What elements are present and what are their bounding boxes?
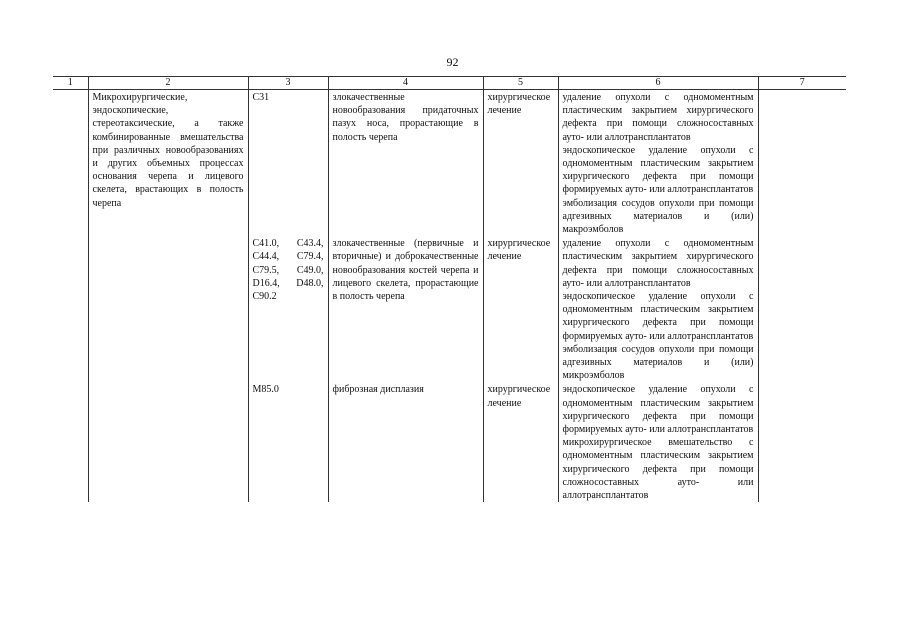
page-number: 92 [446,55,459,69]
column-header-1: 1 [53,77,88,90]
funding-cell [758,90,846,503]
method-item: эндоскопическое удаление опухоли с одномоментным пластическим закрытием хирургического дефекта при помощи формируемых ауто- или аллотрансплантатов [562,144,754,196]
method-item: микрохирургическое вмешательство с одномоментным пластическим закрытием хирургического дефекта при помощи сложносоставных ауто- или аллотрансплантатов [562,437,754,502]
icd-codes-cell: C41.0, C43.4, C44.4, C79.4, C79.5, C49.0, D16.4, D48.0, C90.2 [248,236,328,382]
column-header-3: 3 [248,77,328,90]
method-item: эмболизация сосудов опухоли при помощи адгезивных материалов и (или) микроэмболов [562,343,754,382]
method-item: эмболизация сосудов опухоли при помощи адгезивных материалов и (или) макроэмболов [562,197,754,236]
column-header-4: 4 [328,77,483,90]
methods-cell [558,382,758,502]
row-number-cell [53,90,88,503]
column-header-6: 6 [558,77,758,90]
intervention-type-cell: Микрохирургические, эндоскопические, стереотаксические, а также комбинированные вмешательства при различных новообразованиях и других объемных процессах основания черепа и лицевого скелета, врастающих в полость черепа [88,90,248,503]
column-header-7: 7 [758,77,846,90]
method-item: эндоскопическое удаление опухоли с одномоментным пластическим закрытием хирургического дефекта при помощи формируемых ауто- или аллотрансплантатов [562,291,754,342]
methods-cell [558,90,758,237]
treatment-type-cell: хирургическое лечение [483,90,558,237]
disease-cell: злокачественные новообразования придаточных пазух носа, прорастающие в полость черепа [328,90,483,237]
column-header-2: 2 [88,77,248,90]
table-row [53,90,846,237]
icd-codes-cell: M85.0 [248,382,328,502]
medical-care-table [53,76,846,502]
method-item: эндоскопическое удаление опухоли с одномоментным пластическим закрытием хирургического дефекта при помощи формируемых ауто- или аллотрансплантатов [562,384,754,436]
column-number-row [53,77,846,90]
disease-cell: фиброзная дисплазия [328,382,483,502]
treatment-type-cell: хирургическое лечение [483,382,558,502]
icd-codes-cell: C31 [248,90,328,237]
method-item: удаление опухоли с одномоментным пластическим закрытием хирургического дефекта при помощи сложносоставных ауто- или аллотрансплантатов [562,92,754,143]
methods-cell [558,236,758,382]
column-header-5: 5 [483,77,558,90]
method-item: удаление опухоли с одномоментным пластическим закрытием хирургического дефекта при помощи сложносоставных ауто- или аллотрансплантатов [562,238,754,289]
disease-cell: злокачественные (первичные и вторичные) и доброкачественные новообразования костей черепа и лицевого скелета, прорастающие в полость черепа [328,236,483,382]
treatment-type-cell: хирургическое лечение [483,236,558,382]
